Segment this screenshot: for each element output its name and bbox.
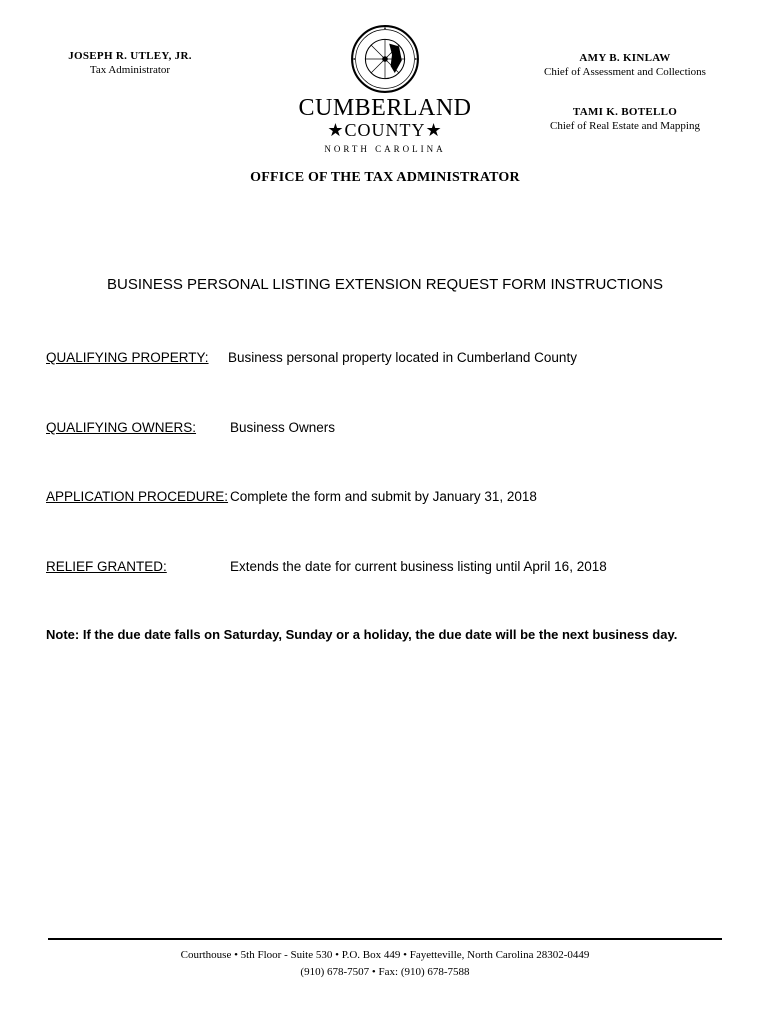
item-label: QUALIFYING OWNERS:: [46, 420, 197, 435]
wordmark-state: NORTH CAROLINA: [324, 144, 446, 154]
chief-assessment-block: [520, 52, 730, 78]
tax-administrator-block: [60, 50, 200, 76]
wordmark-county: ★COUNTY★: [327, 120, 443, 140]
wordmark-cumberland: CUMBERLAND: [298, 95, 472, 121]
item-value: Business personal property located in Cumberland County: [228, 350, 577, 365]
item-value: Business Owners: [230, 420, 336, 435]
chief-real-estate-title: Chief of Real Estate and Mapping: [550, 120, 700, 132]
tax-administrator-title: Tax Administrator: [89, 64, 171, 76]
due-date-note: Note: If the due date falls on Saturday, Sunday or a holiday, the due date will be the next business day.: [46, 627, 678, 642]
chief-assessment-title: Chief of Assessment and Collections: [544, 66, 706, 78]
chief-real-estate-name: TAMI K. BOTELLO: [572, 106, 678, 118]
footer-divider: [48, 938, 722, 940]
chief-real-estate-block: [520, 106, 730, 132]
chief-assessment-name: AMY B. KINLAW: [579, 52, 671, 64]
footer-address: [0, 947, 770, 981]
county-wordmark: [290, 96, 480, 154]
item-value: Extends the date for current business listing until April 16, 2018: [230, 559, 607, 574]
footer-phone-line: (910) 678-7507 • Fax: (910) 678-7588: [300, 966, 470, 978]
county-seal-icon: [350, 24, 420, 94]
item-value: Complete the form and submit by January 31, 2018: [230, 489, 537, 504]
item-label: APPLICATION PROCEDURE:: [46, 489, 229, 504]
office-title: OFFICE OF THE TAX ADMINISTRATOR: [250, 170, 520, 185]
footer-address-line: Courthouse • 5th Floor - Suite 530 • P.O. Box 449 • Fayetteville, North Carolina 28302-0449: [180, 949, 590, 961]
item-label: RELIEF GRANTED:: [46, 559, 167, 574]
form-title: BUSINESS PERSONAL LISTING EXTENSION REQUEST FORM INSTRUCTIONS: [107, 276, 663, 293]
item-label: QUALIFYING PROPERTY:: [46, 350, 209, 365]
tax-administrator-name: JOSEPH R. UTLEY, JR.: [68, 50, 192, 62]
